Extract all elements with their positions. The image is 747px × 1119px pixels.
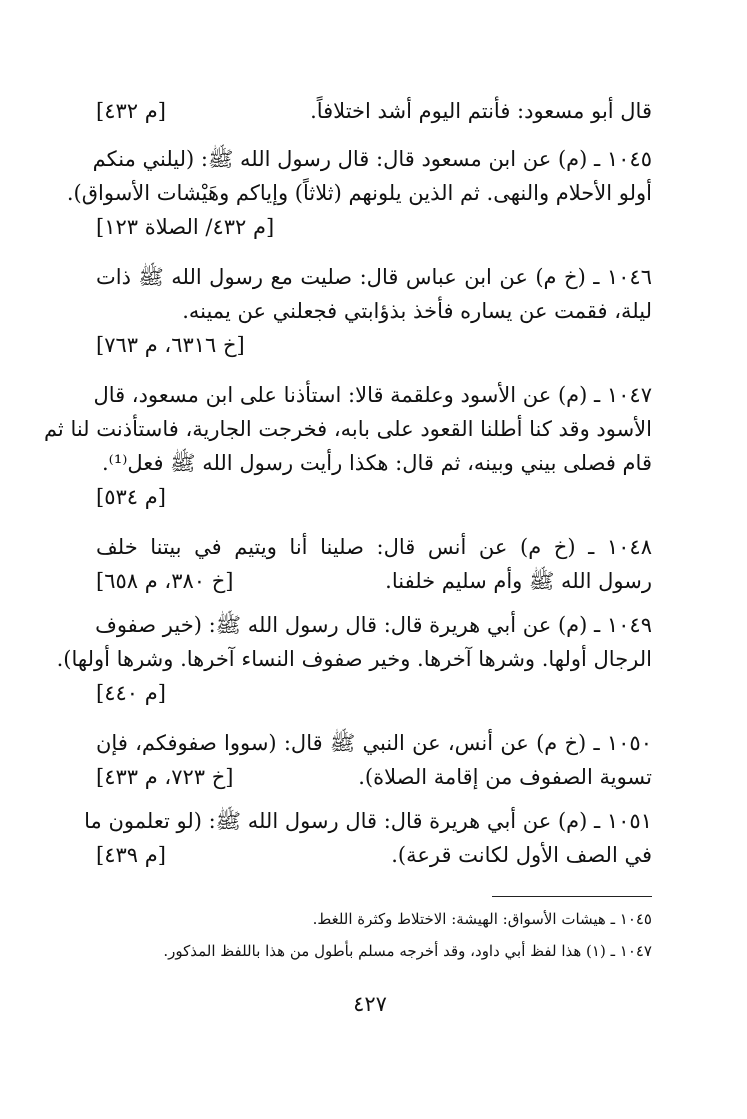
- line-text: ١٠٤٧ ـ (م) عن الأسود وعلقمة قالا: استأذنا على ابن مسعود، قال: [93, 383, 652, 407]
- text-line: [96, 96, 652, 126]
- text-line: [96, 762, 652, 792]
- line-text: ليلة، فقمت عن يساره فأخذ بذؤابتي فجعلني عن يمينه.: [182, 299, 652, 323]
- text-line: [96, 566, 652, 596]
- reference-citation: [خ ٣٨٠، م ٦٥٨]: [96, 569, 234, 593]
- line-text: قام فصلى بيني وبينه، ثم قال: هكذا رأيت رسول الله ﷺ فعل⁽¹⁾.: [101, 451, 652, 475]
- line-text: ١٠٤٨ ـ (خ م) عن أنس قال: صلينا أنا ويتيم في بيتنا خلف: [96, 535, 652, 559]
- line-text: تسوية الصفوف من إقامة الصلاة).: [358, 765, 652, 789]
- line-text: الرجال أولها. وشرها آخرها. وخير صفوف النساء آخرها. وشرها أولها).: [56, 647, 652, 671]
- line-text: ١٠٤٦ ـ (خ م) عن ابن عباس قال: صليت مع رسول الله ﷺ ذات: [96, 265, 652, 289]
- text-line: [96, 448, 652, 478]
- text-line: [96, 532, 652, 562]
- hadith-entry-1049: [56, 610, 652, 708]
- text-line: [96, 610, 652, 640]
- line-text: ١٠٤٩ ـ (م) عن أبي هريرة قال: قال رسول الله ﷺ: (خير صفوف: [95, 613, 652, 637]
- reference-citation: [م ٤٣٢]: [96, 99, 166, 123]
- text-line: [92, 144, 652, 174]
- reference-citation: [خ ٦٣١٦، م ٧٦٣]: [96, 333, 245, 357]
- footnote-divider: [492, 896, 652, 897]
- footnote-1045: ١٠٤٥ ـ هيشات الأسواق: الهيشة: الاختلاط وكثرة اللغط.: [312, 910, 652, 928]
- line-text: في الصف الأول لكانت قرعة).: [391, 843, 652, 867]
- reference-line: [96, 330, 652, 360]
- reference-citation: [خ ٧٢٣، م ٤٣٣]: [96, 765, 234, 789]
- reference-citation: [م ٤٤٠]: [96, 681, 166, 705]
- reference-line: [96, 482, 652, 512]
- text-line: [96, 262, 652, 292]
- hadith-entry-1046: [96, 262, 652, 360]
- hadith-entry-1045: [66, 144, 652, 242]
- line-text: الأسود وقد كنا أطلنا القعود على بابه، فخرجت الجارية، فاستأذنت لنا ثم: [43, 417, 652, 441]
- reference-citation: [م ٤٣٢/ الصلاة ١٢٣]: [96, 215, 275, 239]
- text-line: [84, 806, 652, 836]
- text-line: [43, 414, 652, 444]
- page-number: ٤٢٧: [353, 992, 387, 1016]
- text-line: [96, 728, 652, 758]
- reference-line: [96, 678, 652, 708]
- hadith-entry: [96, 96, 652, 126]
- reference-citation: [م ٥٣٤]: [96, 485, 166, 509]
- footnote-1047: ١٠٤٧ ـ (١) هذا لفظ أبي داود، وقد أخرجه مسلم بأطول من هذا باللفظ المذكور.: [163, 942, 652, 960]
- text-line: [93, 380, 652, 410]
- line-text: ١٠٥١ ـ (م) عن أبي هريرة قال: قال رسول الله ﷺ: (لو تعلمون ما: [84, 809, 652, 833]
- text-line: [66, 178, 652, 208]
- reference-citation: [م ٤٣٩]: [96, 843, 166, 867]
- line-text: قال أبو مسعود: فأنتم اليوم أشد اختلافاً.: [310, 99, 652, 123]
- text-line: [96, 296, 652, 326]
- hadith-entry-1051: [84, 806, 652, 870]
- hadith-entry-1050: [96, 728, 652, 792]
- line-text: رسول الله ﷺ وأم سليم خلفنا.: [385, 569, 652, 593]
- hadith-entry-1047: [43, 380, 652, 512]
- line-text: أولو الأحلام والنهى. ثم الذين يلونهم (ثلاثاً) وإياكم وهَيْشات الأسواق).: [66, 181, 652, 205]
- text-line: [56, 644, 652, 674]
- reference-line: [96, 212, 652, 242]
- line-text: ١٠٥٠ ـ (خ م) عن أنس، عن النبي ﷺ قال: (سووا صفوفكم، فإن: [96, 731, 652, 755]
- text-line: [96, 840, 652, 870]
- hadith-entry-1048: [96, 532, 652, 596]
- line-text: ١٠٤٥ ـ (م) عن ابن مسعود قال: قال رسول الله ﷺ: (ليلني منكم: [92, 147, 652, 171]
